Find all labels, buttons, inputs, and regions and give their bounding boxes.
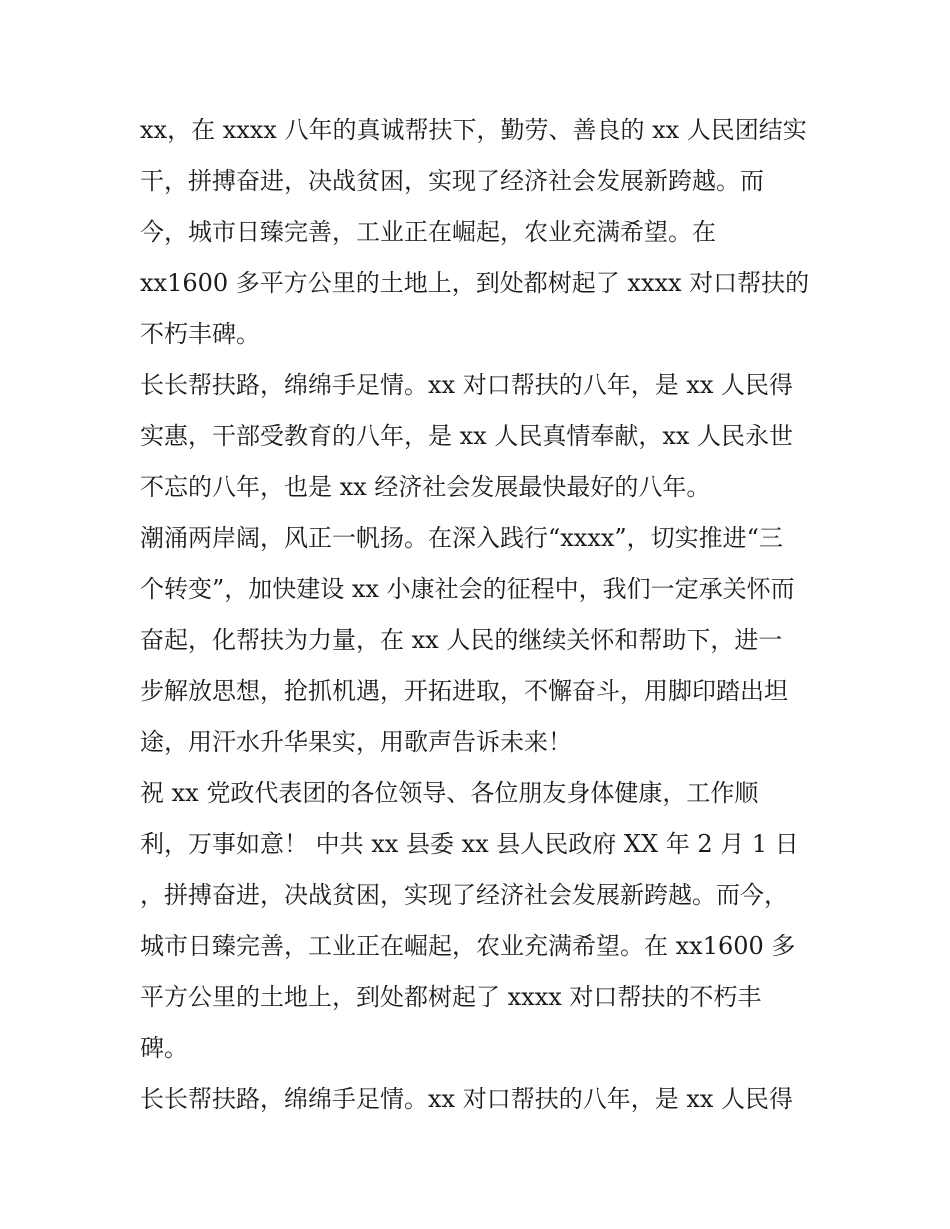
text-line: 祝 xx 党政代表团的各位领导、各位朋友身体健康，工作顺 — [140, 779, 759, 807]
text-line: 干，拼搏奋进，决战贫困，实现了经济社会发展新跨越。而 — [140, 167, 764, 195]
text-line: 平方公里的土地上，到处都树起了 xxxx 对口帮扶的不朽丰 — [140, 983, 762, 1011]
text-line: 潮涌两岸阔，风正一帆扬。在深入践行“xxxx”，切实推进“三 — [140, 524, 783, 552]
text-line: xx1600 多平方公里的土地上，到处都树起了 xxxx 对口帮扶的 — [140, 269, 810, 297]
text-line: 不朽丰碑。 — [140, 320, 260, 348]
text-line: 今，城市日臻完善，工业正在崛起，农业充满希望。在 — [140, 218, 716, 246]
text-line: 步解放思想，抢抓机遇，开拓进取，不懈奋斗，用脚印踏出坦 — [140, 677, 788, 705]
text-line: xx，在 xxxx 八年的真诚帮扶下，勤劳、善良的 xx 人民团结实 — [140, 116, 807, 144]
text-line: 不忘的八年，也是 xx 经济社会发展最快最好的八年。 — [140, 473, 711, 501]
text-line: 碑。 — [140, 1034, 188, 1062]
text-line: 长长帮扶路，绵绵手足情。xx 对口帮扶的八年，是 xx 人民得 — [140, 1085, 794, 1113]
text-line: 实惠，干部受教育的八年，是 xx 人民真情奉献，xx 人民永世 — [140, 422, 794, 450]
text-line: 长长帮扶路，绵绵手足情。xx 对口帮扶的八年，是 xx 人民得 — [140, 371, 794, 399]
text-line: ，拼搏奋进，决战贫困，实现了经济社会发展新跨越。而今， — [140, 881, 788, 909]
text-line: 个转变”，加快建设 xx 小康社会的征程中，我们一定承关怀而 — [140, 575, 795, 603]
text-line: 利，万事如意！ 中共 xx 县委 xx 县人民政府 XX 年 2 月 1 日 — [140, 830, 799, 858]
document-body — [140, 105, 840, 1125]
text-line: 奋起，化帮扶为力量，在 xx 人民的继续关怀和帮助下，进一 — [140, 626, 783, 654]
text-line: 途，用汗水升华果实，用歌声告诉未来！ — [140, 728, 572, 756]
text-line: 城市日臻完善，工业正在崛起，农业充满希望。在 xx1600 多 — [140, 932, 796, 960]
